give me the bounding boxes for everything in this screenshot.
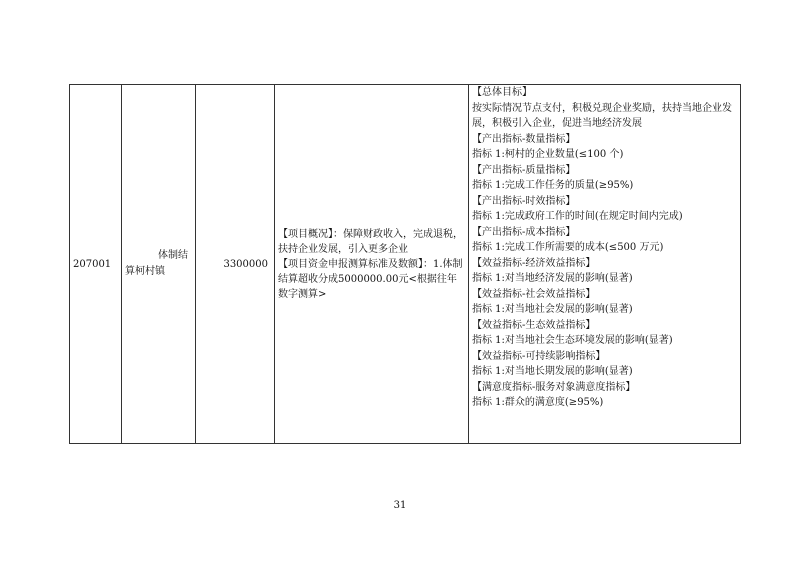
goal-group: 【效益指标-生态效益指标】 指标 1:对当地社会生态环境发展的影响(显著): [472, 319, 673, 346]
goal-group: 【满意度指标-服务对象满意度指标】 指标 1:群众的满意度(≥95%): [472, 381, 636, 408]
project-name-line2: 算柯村镇: [125, 266, 165, 277]
goal-group: 【效益指标-可持续影响指标】 指标 1:对当地长期发展的影响(显著): [472, 350, 633, 377]
goal-group: 【产出指标-质量指标】 指标 1:完成工作任务的质量(≥95%): [472, 164, 634, 191]
project-description: 【项目概况】：保障财政收入，完成退税，扶持企业发展，引入更多企业 【项目资金申报测算标准及数额】：1.体制结算超收分成5000000.00元<根据往年数字测算>: [275, 85, 469, 444]
goal-group: 【总体目标】 按实际情况节点支付，积极兑现企业奖励，扶持当地企业发展，积极引入企业，促进当地经济发展: [472, 87, 732, 129]
project-amount: 3300000: [196, 85, 275, 444]
table-row: [70, 85, 741, 444]
goal-group: 【效益指标-社会效益指标】 指标 1:对当地社会发展的影响(显著): [472, 288, 633, 315]
page-number: 31: [393, 500, 407, 511]
project-table: [69, 84, 741, 444]
goal-group: 【产出指标-成本指标】 指标 1:完成工作所需要的成本(≤500 万元): [472, 226, 664, 253]
performance-goals: [469, 85, 741, 444]
project-name: [122, 85, 196, 444]
goal-group: 【产出指标-数量指标】 指标 1:柯村的企业数量(≤100 个): [472, 133, 624, 160]
goal-group: 【产出指标-时效指标】 指标 1:完成政府工作的时间(在规定时间内完成): [472, 195, 683, 222]
project-code: 207001: [70, 85, 122, 444]
goal-group: 【效益指标-经济效益指标】 指标 1:对当地经济发展的影响(显著): [472, 257, 633, 284]
project-name-line1: 体制结: [158, 250, 188, 261]
